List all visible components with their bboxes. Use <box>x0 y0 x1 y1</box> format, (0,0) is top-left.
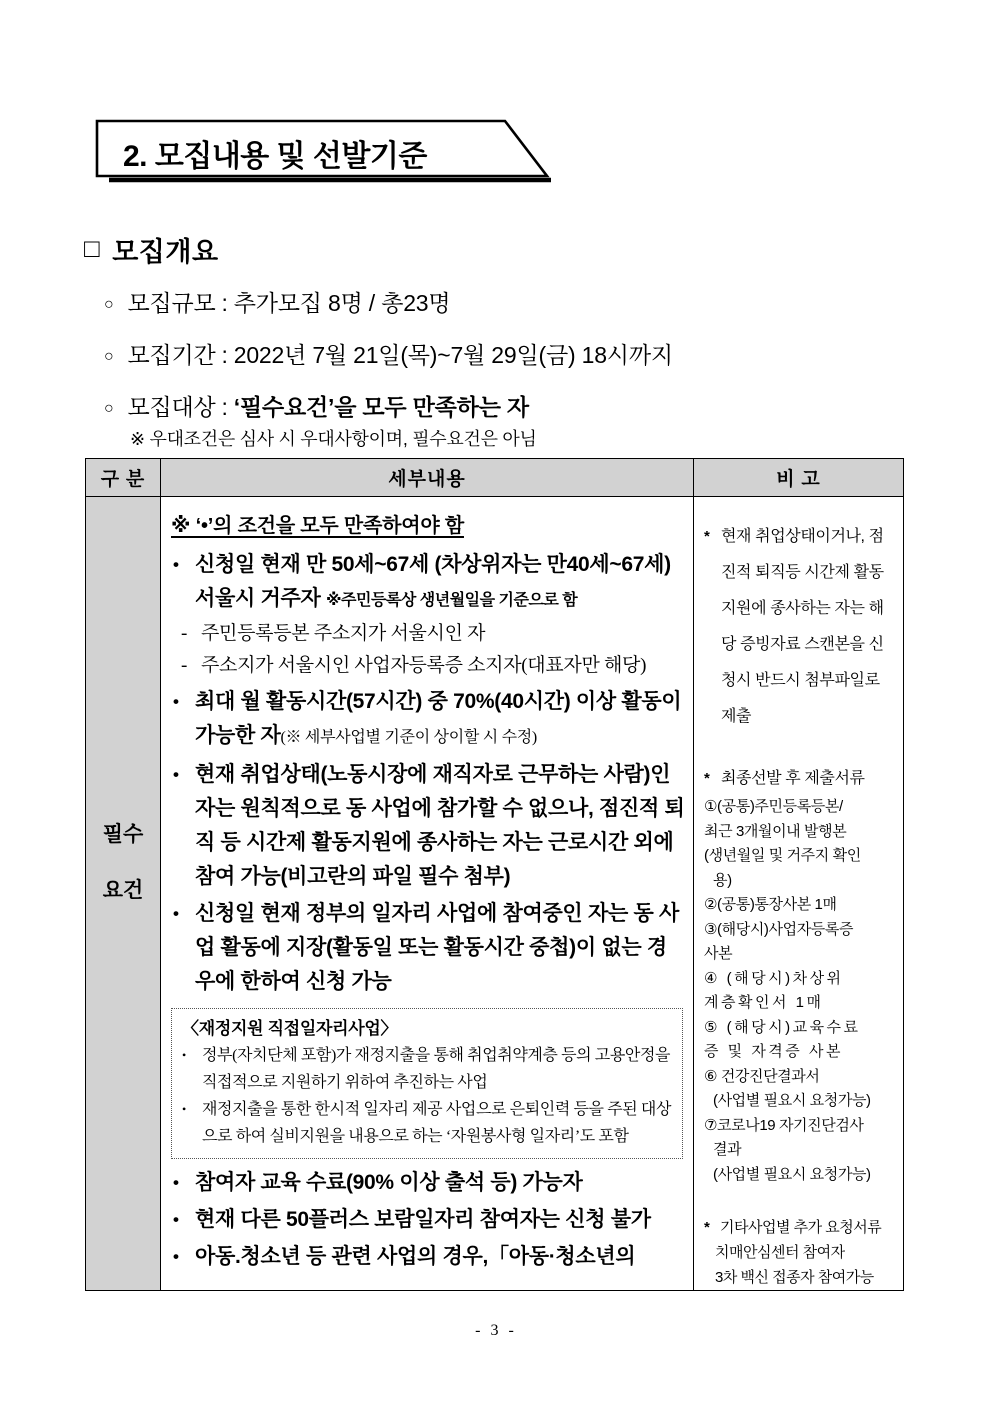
row-label-line2: 요건 <box>102 878 144 902</box>
detail-bullet-employment <box>169 758 685 894</box>
row-label <box>86 497 160 1265</box>
bullet-icon: • <box>173 904 179 923</box>
remark-submit-docs-heading <box>704 767 894 791</box>
bullet-icon: • <box>173 692 179 711</box>
table-header-category: 구 분 <box>86 459 161 497</box>
detail-bullet-other-program <box>169 1203 685 1237</box>
overview-heading <box>84 230 219 269</box>
extra-docs-line: 3차 백신 접종자 참여가능 <box>715 1269 874 1286</box>
bullet-icon: • <box>182 1102 186 1116</box>
doc-line: (사업별 필요시 요청가능) <box>713 1165 871 1183</box>
circle-bullet-icon: ○ <box>104 400 114 417</box>
sub-text: 주소지가 서울시인 사업자등록증 소지자(대표자만 해당) <box>201 655 647 676</box>
doc-line: ⑤ (해당시)교육수료 <box>704 1018 861 1036</box>
detail-sub-business <box>169 650 685 682</box>
item-separator: : <box>221 290 228 316</box>
asterisk-icon: * <box>704 770 710 787</box>
section-title: 2. 모집내용 및 선발기준 <box>123 140 427 173</box>
table-row <box>86 497 904 1291</box>
table-header-remarks: 비 고 <box>694 459 904 497</box>
circle-bullet-icon: ○ <box>104 296 114 313</box>
bullet-text: 현재 취업상태(노동시장에 재직자로 근무하는 사람)인 자는 원칙적으로 동 사업에 참가할 수 없으나, 점진적 퇴직 등 시간제 활동지원에 종사하는 자는 근로시간 외에 참여 가능(비고란의 파일 필수 첨부) <box>195 763 685 888</box>
remark-doc-list <box>704 795 894 1187</box>
row-label-cell <box>86 497 161 1291</box>
doc-line: 계층확인서 1매 <box>704 994 824 1011</box>
doc-line: 사본 <box>704 945 733 962</box>
info-box-bullet <box>182 1042 672 1096</box>
remark-text: 최종선발 후 제출서류 <box>721 770 865 787</box>
bullet-icon: • <box>173 1247 179 1266</box>
detail-bullet-govjob <box>169 897 685 999</box>
doc-line: ⑦코로나19 자기진단검사 <box>704 1116 864 1134</box>
bullet-main: 신청일 현재 만 50세~67세 (차상위자는 만40세~67세) 서울시 거주자 <box>195 553 671 610</box>
bullet-annotation: ※주민등록상 생년월일을 기준으로 함 <box>326 592 578 609</box>
info-box-text: 정부(자치단체 포함)가 재정지출을 통해 취업취약계층 등의 고용안정을 직접적으로 지원하기 위하여 추진하는 사업 <box>202 1047 671 1091</box>
overview-item-period <box>104 337 673 370</box>
doc-line: ④ (해당시)차상위 <box>704 969 844 987</box>
requirements-table <box>85 458 904 1291</box>
detail-sub-address <box>169 618 685 650</box>
detail-bullet-youth <box>169 1240 685 1274</box>
info-box-title: 〈재정지원 직접일자리사업〉 <box>182 1019 398 1038</box>
table-header-details: 세부내용 <box>161 459 694 497</box>
item-value: ‘필수요건’을 모두 만족하는 자 <box>233 394 529 420</box>
item-label: 모집기간 <box>127 342 216 368</box>
asterisk-icon: * <box>704 528 710 545</box>
bullet-icon: • <box>173 1173 179 1192</box>
bullet-text <box>195 685 685 755</box>
details-cell <box>161 497 694 1291</box>
row-label-line1: 필수 <box>102 822 144 846</box>
doc-line: ②(공통)통장사본 1매 <box>704 896 837 913</box>
bullet-text: 현재 다른 50플러스 보람일자리 참여자는 신청 불가 <box>195 1208 651 1231</box>
dash-icon: - <box>181 655 188 676</box>
bullet-icon: • <box>173 1210 179 1229</box>
bullet-icon: • <box>173 555 179 574</box>
dash-icon: - <box>181 623 188 644</box>
info-box-bullet <box>182 1096 672 1150</box>
table-header-row <box>86 459 904 497</box>
sub-text: 주민등록등본 주소지가 서울시인 자 <box>201 623 486 644</box>
doc-line: 용) <box>713 871 732 889</box>
doc-line: (사업별 필요시 요청가능) <box>713 1092 871 1109</box>
bullet-text <box>195 548 685 618</box>
overview-item-target <box>104 389 529 422</box>
info-box-text: 재정지출을 통한 한시적 일자리 제공 사업으로 은퇴인력 등을 주된 대상으로 하여 실비지원을 내용으로 하는 ‘자원봉사형 일자리’도 포함 <box>202 1101 672 1145</box>
detail-bullet-hours <box>169 685 685 755</box>
doc-line: (생년월일 및 거주지 확인 <box>704 847 861 864</box>
overview-item-scale <box>104 285 450 318</box>
square-bullet-icon: □ <box>84 233 101 263</box>
item-value: 추가모집 8명 / 총23명 <box>233 290 451 316</box>
bullet-icon: • <box>173 765 179 784</box>
doc-line: 최근 3개월이내 발행본 <box>704 822 847 840</box>
item-label: 모집대상 <box>127 394 216 420</box>
circle-bullet-icon: ○ <box>104 348 114 365</box>
doc-line: 증 및 자격증 사본 <box>704 1043 843 1060</box>
item-label: 모집규모 <box>127 290 216 316</box>
overview-heading-label: 모집개요 <box>112 237 219 267</box>
overview-item-text <box>127 337 672 370</box>
bullet-text: 아동.청소년 등 관련 사업의 경우,「아동·청소년의 <box>195 1245 636 1268</box>
direct-job-info-box <box>171 1008 683 1159</box>
remark-text: 현재 취업상태이거나, 점진적 퇴직등 시간제 활동지원에 종사하는 자는 해당 증빙자료 스캔본을 신청시 반드시 첨부파일로 제출 <box>721 528 884 725</box>
doc-line: ③(해당시)사업자등록증 <box>704 920 854 938</box>
remark-employment-proof <box>704 519 894 735</box>
bullet-annotation: (※ 세부사업별 기준이 상이할 시 수정) <box>280 729 537 746</box>
detail-bullet-education <box>169 1166 685 1200</box>
section-title-banner <box>95 118 565 188</box>
remarks-cell <box>694 497 904 1291</box>
overview-note: ※ 우대조건은 심사 시 우대사항이며, 필수요건은 아님 <box>130 429 537 449</box>
asterisk-icon: * <box>704 1219 710 1236</box>
detail-bullet-age <box>169 548 685 618</box>
bullet-text: 신청일 현재 정부의 일자리 사업에 참여중인 자는 동 사업 활동에 지장(활동일 또는 활동시간 중첩)이 없는 경우에 한하여 신청 가능 <box>195 902 679 993</box>
extra-docs-line <box>704 1215 894 1240</box>
item-value: 2022년 7월 21일(목)~7월 29일(금) 18시까지 <box>233 342 673 368</box>
overview-item-text <box>127 285 450 318</box>
doc-line: ①(공통)주민등록등본/ <box>704 798 843 815</box>
doc-line: ⑥ 건강진단결과서 <box>704 1067 820 1085</box>
doc-line: 결과 <box>713 1141 742 1158</box>
bullet-main: 최대 월 활동시간(57시간) 중 70%(40시간) 이상 활동이 가능한 자 <box>195 690 682 747</box>
bullet-icon: • <box>182 1048 186 1062</box>
remark-extra-docs <box>704 1215 894 1290</box>
item-separator: : <box>221 342 228 368</box>
bullet-text: 참여자 교육 수료(90% 이상 출석 등) 가능자 <box>195 1171 583 1194</box>
details-intro: ※ ‘•’의 조건을 모두 만족하여야 함 <box>171 515 464 537</box>
page-number: - 3 - <box>475 1322 517 1339</box>
remark-text: 기타사업별 추가 요청서류 <box>720 1219 882 1236</box>
overview-item-text <box>127 389 528 422</box>
item-separator: : <box>221 394 228 420</box>
extra-docs-line: 치매안심센터 참여자 <box>715 1244 845 1261</box>
